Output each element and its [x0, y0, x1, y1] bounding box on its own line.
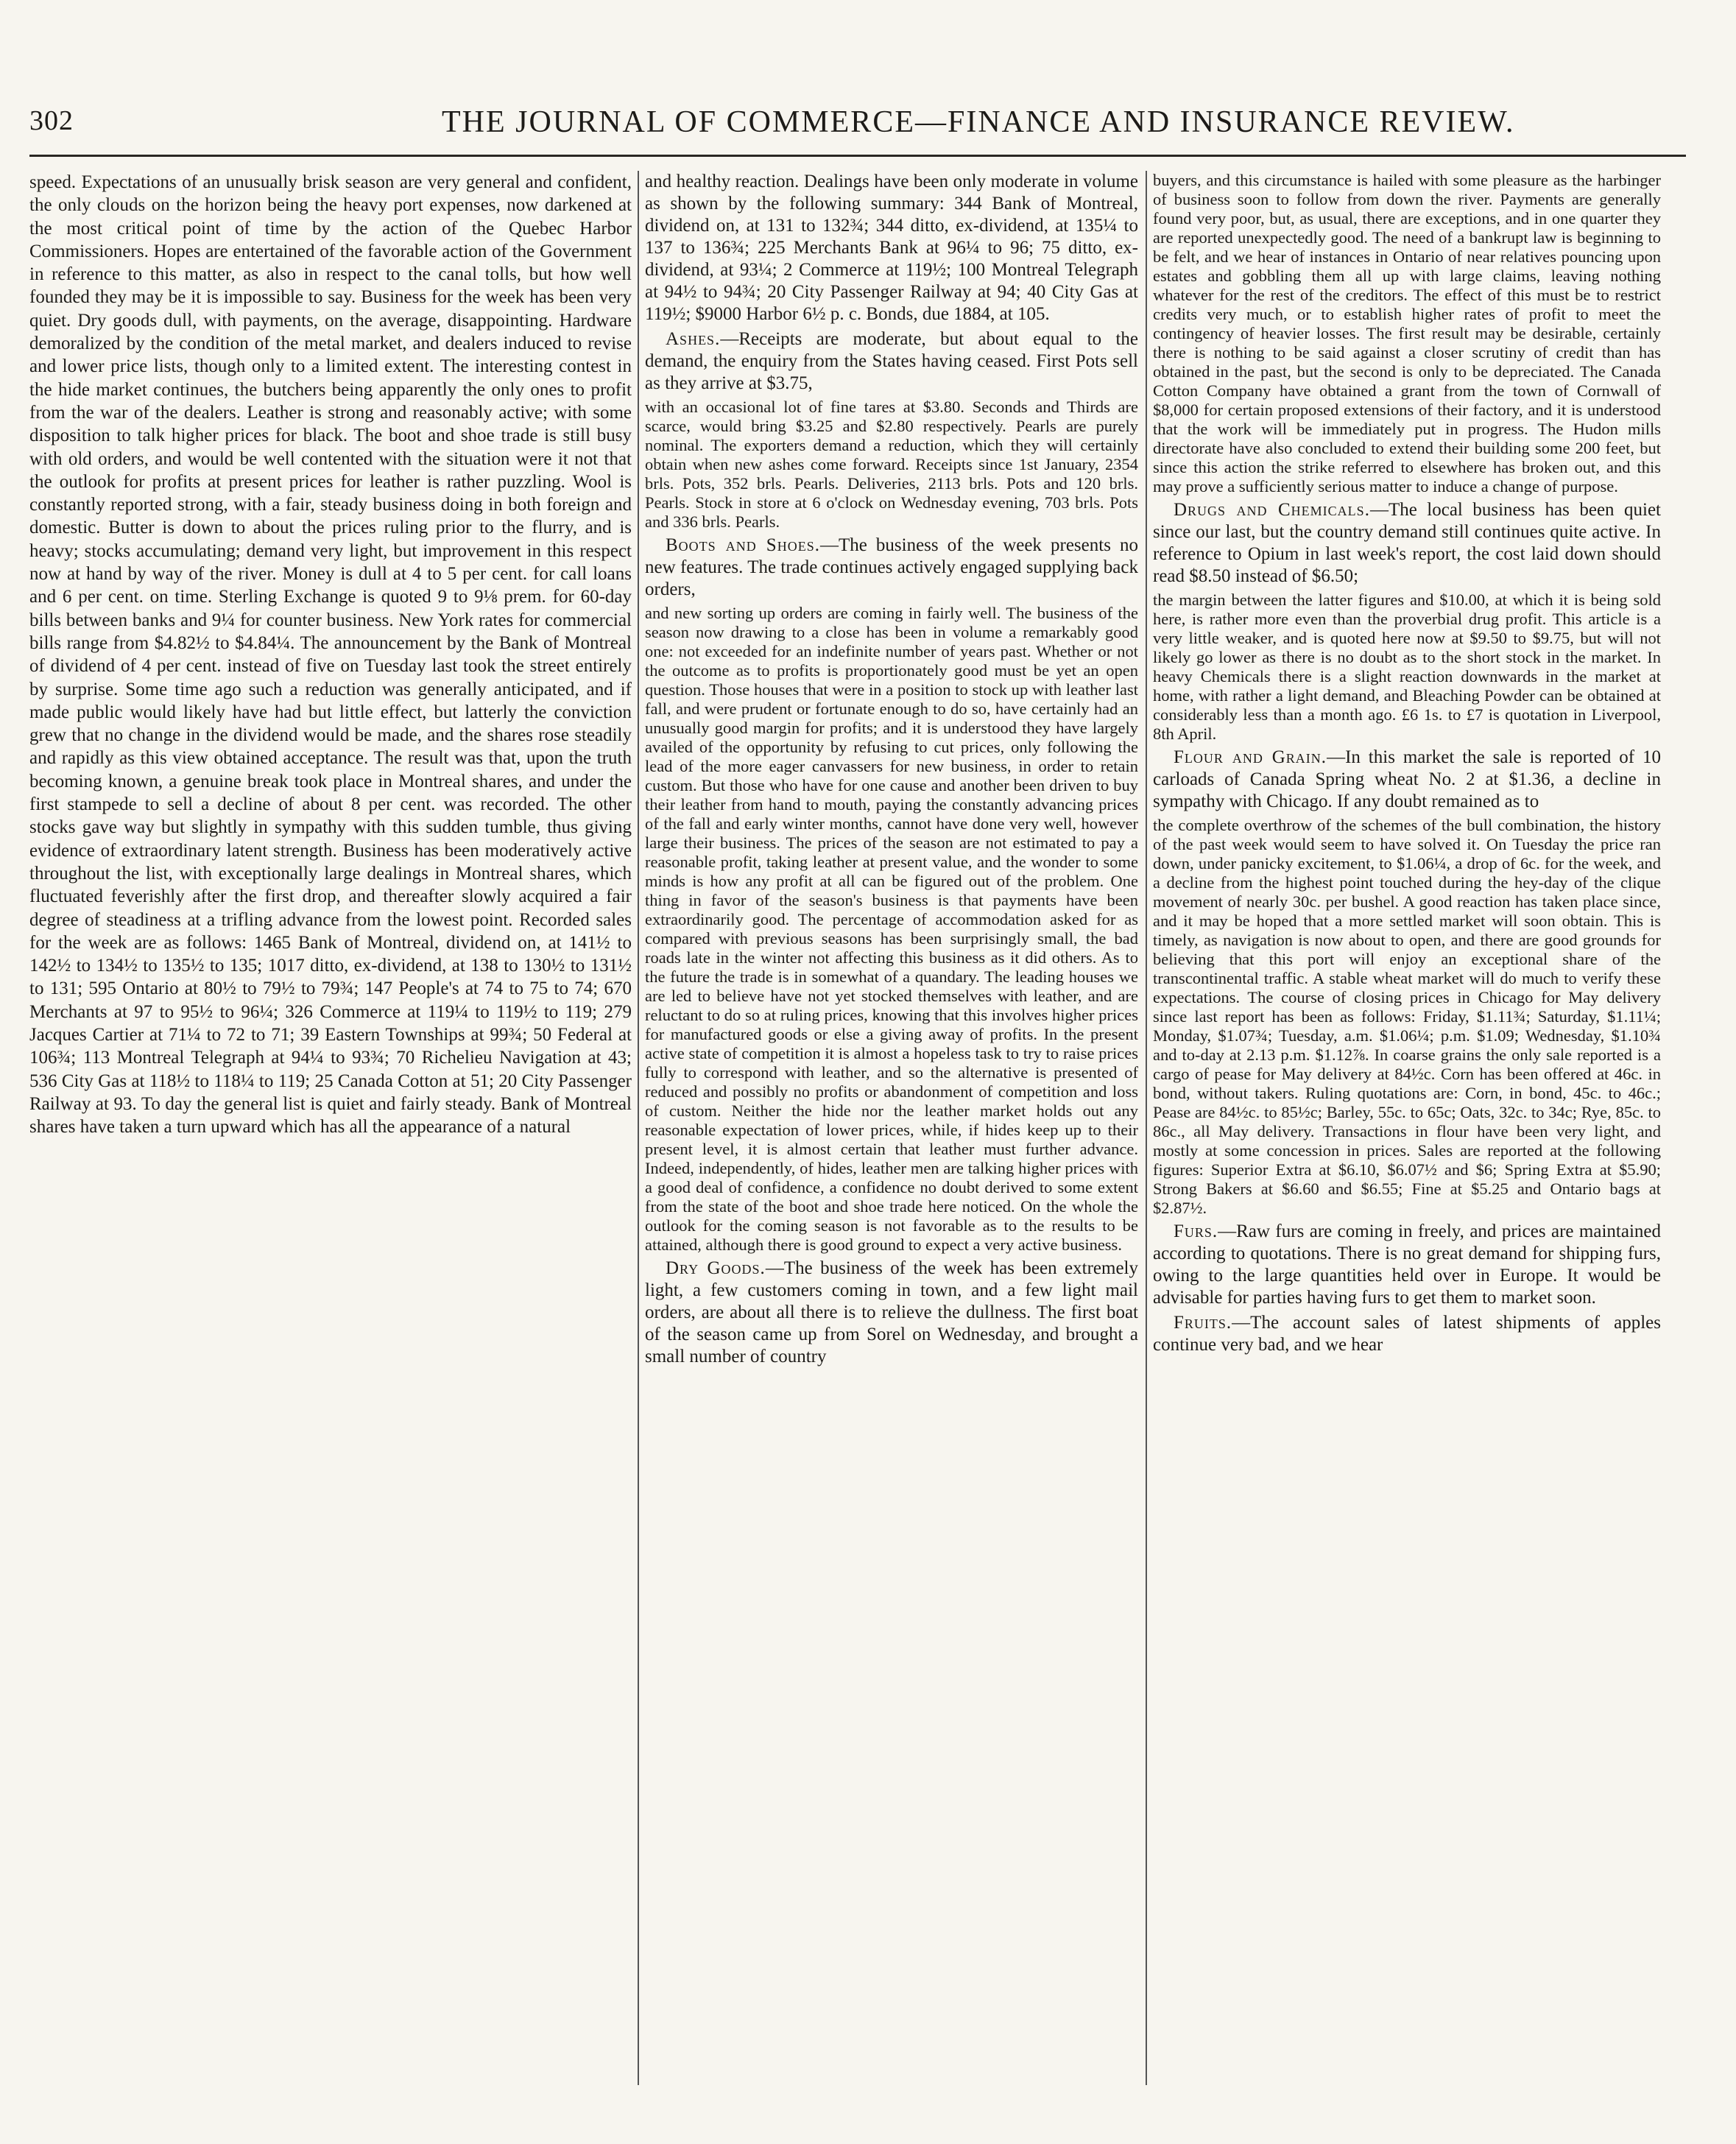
- flour-grain-text-continued: the complete overthrow of the schemes of the bull combination, the history of the past week would seem to have solved it. On Tuesday the price ran down, under panicky excitement, to $1.06¼, a drop of 6c. for the week, and a decline from the highest point touched during the hey-day of the clique movement of nearly 30c. per bushel. A good reaction has taken place since, and it may be hoped that a more settled market will soon obtain. This is timely, as navigation is now about to open, and there are good grounds for believing that this port will enjoy an exceptional share of the transcontinental traffic. A stable wheat market will do much to verify these expectations. The course of closing prices in Chicago for May delivery since last report has been as follows: Friday, $1.11¾; Saturday, $1.11¼; Monday, $1.07¾; Tuesday, a.m. $1.06¼; p.m. $1.09; Wednesday, $1.10¾ and to-day at 2.13 p.m. $1.12⅞. In coarse grains the only sale reported is a cargo of pease for May delivery at 84½c. Corn has been offered at 46c. in bond, without takers. Ruling quotations are: Corn, in bond, 45c. to 46c.; Pease are 84½c. to 85½c; Barley, 55c. to 65c; Oats, 32c. to 34c; Rye, 85c. to 86c., all May delivery. Transactions in flour have been very light, and mostly at some concession in prices. Sales are reported at the following figures: Superior Extra at $6.10, $6.07½ and $6; Spring Extra at $5.90; Strong Bakers at $6.60 and $6.55; Fine at $5.25 and Ontario bags at $2.87½.: [1153, 816, 1661, 1217]
- ashes-heading: Ashes.: [666, 329, 721, 349]
- journal-title: THE JOURNAL OF COMMERCE—FINANCE AND INSURANCE REVIEW.: [442, 105, 1515, 139]
- column-3: [1153, 171, 1661, 2107]
- drugs-text: —The local business has been quiet since our last, but the country demand still continues quite active. In reference to Opium in last week's report, the cost laid down should read $8.50 instead of $6.50;: [1153, 500, 1661, 586]
- furs-section: [1153, 1221, 1661, 1309]
- dry-goods-continued: buyers, and this circumstance is hailed with some pleasure as the harbinger of business soon to follow from down the river. Payments are generally found very poor, but, as usual, there are exceptions, and in one quarter they are reported unexpectedly good. The need of a bankrupt law is beginning to be felt, and we hear of instances in Ontario of near relatives pouncing upon estates and gobbling them all up with large claims, leaving nothing whatever for the rest of the creditors. The effect of this must be to restrict credits very much, or to establish higher rates of profit to meet the contingency of heavier losses. The first result may be desirable, certainly there is nothing to be said against a closer scrutiny of credit than has obtained in the past, but the second is only to be depreciated. The Canada Cotton Company have obtained a grant from the town of Cornwall of $8,000 for certain proposed extensions of their factory, and it is understood that the work will be immediately put in progress. The Hudon mills directorate have also concluded to extend their building some 200 feet, but since this action the strike referred to elsewhere has broken out, and this may prove a sufficiently serious matter to induce a change of purpose.: [1153, 171, 1661, 496]
- dry-goods-heading: Dry Goods.: [666, 1258, 766, 1278]
- dry-goods-text: —The business of the week has been extremely light, a few customers coming in town, and a few light mail orders, are about all there is to relieve the dullness. The first boat of the season came up from Sorel on Wednesday, and brought a small number of country: [645, 1258, 1138, 1367]
- fruits-text: —The account sales of latest shipments of apples continue very bad, and we hear: [1153, 1313, 1661, 1355]
- boots-shoes-section: [645, 535, 1138, 601]
- column-2: [645, 171, 1138, 2107]
- stock-sales-paragraph: and healthy reaction. Dealings have been only moderate in volume as shown by the following summary: 344 Bank of Montreal, dividend on, at 131 to 132¾; 344 ditto, ex-dividend, at 135¼ to 137 to 136¾; 225 Merchants Bank at 96¼ to 96; 75 ditto, ex-dividend, at 93¼; 2 Commerce at 119½; 100 Montreal Telegraph at 94½ to 94¾; 20 City Passenger Railway at 94; 40 City Gas at 119½; $9000 Harbor 6½ p. c. Bonds, due 1884, at 105.: [645, 172, 1138, 324]
- boots-shoes-text-continued: and new sorting up orders are coming in fairly well. The business of the season now drawing to a close has been in volume a remarkably good one: not exceeded for an indefinite number of years past. Whether or not the outcome as to profits is proportionately good must be yet an open question. Those houses that were in a position to stock up with leather last fall, and were prudent or fortunate enough to do so, have certainly had an unusually good margin for profits; and it is understood they have largely availed of the opportunity by refusing to cut prices, only following the lead of the more eager canvassers for new business, in order to retain custom. But those who have for one cause and another been driven to buy their leather from hand to mouth, paying the constantly advancing prices of the fall and early winter months, cannot have done very well, however large their business. The prices of the season are not estimated to pay a reasonable profit, taking leather at present value, and the wonder to some minds is how any profit at all can be figured out of the problem. One thing in favor of the season's business is that payments have been extraordinarily good. The percentage of accommodation asked for as compared with previous seasons has been surprisingly small, the bad roads late in the winter not affecting this business as it did others. As to the future the trade is in somewhat of a quandary. The leading houses we are led to believe have not yet stocked themselves with leather, and are reluctant to do so at ruling prices, knowing that this involves higher prices for manufactured goods or else a giving away of profits. In the present active state of competition it is almost a hopeless task to try to raise prices fully to correspond with leather, and so the alternative is presented of reduced and possibly no profits or abandonment of competition and loss of custom. Neither the hide nor the leather market holds out any reasonable expectation of lower prices, while, if hides keep up to their present level, it is almost certain that leather must further advance. Indeed, independently, of hides, leather men are talking higher prices with a good deal of confidence, a confidence no doubt derived to some extent from the state of the boot and shoe trade here noticed. On the whole the outlook for the coming season is not favorable as to the results to be attained, although there is good ground to expect a very active business.: [645, 604, 1138, 1254]
- fruits-heading: Fruits.: [1174, 1313, 1232, 1333]
- drugs-section: [1153, 499, 1661, 588]
- column-1: [29, 171, 632, 2107]
- drugs-heading: Drugs and Chemicals.: [1174, 500, 1370, 520]
- column-divider: [638, 171, 639, 2085]
- furs-text: —Raw furs are coming in freely, and prices are maintained according to quotations. There is no great demand for shipping furs, owing to the large quantities held over in Europe. It would be advisable for parties having furs to get them to market soon.: [1153, 1221, 1661, 1308]
- boots-shoes-heading: Boots and Shoes.: [666, 535, 820, 555]
- ashes-text: —Receipts are moderate, but about equal to the demand, the enquiry from the States having ceased. First Pots sell as they arrive at $3.75,: [645, 329, 1138, 393]
- boots-shoes-text: —The business of the week presents no new features. The trade continues actively engaged supplying back orders,: [645, 535, 1138, 599]
- drugs-text-continued: the margin between the latter figures and $10.00, at which it is being sold here, is rather more even than the proverbial drug profit. This article is a very little weaker, and is quoted here now at $9.50 to $9.75, but will not likely go lower as there is no doubt as to the short stock in the market. In heavy Chemicals there is a slight reaction downwards in the market at home, with rather a light demand, and Bleaching Powder can be obtained at considerably less than a month ago. £6 1s. to £7 is quotation in Liverpool, 8th April.: [1153, 590, 1661, 743]
- column-divider: [1146, 171, 1147, 2085]
- flour-grain-section: [1153, 747, 1661, 813]
- fruits-section: [1153, 1312, 1661, 1356]
- flour-grain-heading: Flour and Grain.: [1174, 747, 1327, 767]
- flour-grain-text: —In this market the sale is reported of 10 carloads of Canada Spring wheat No. 2 at $1.36, a decline in sympathy with Chicago. If any doubt remained as to: [1153, 747, 1661, 811]
- header-rule: [29, 155, 1686, 157]
- furs-heading: Furs.: [1174, 1221, 1218, 1241]
- page-header: [29, 105, 1701, 149]
- market-report-paragraph: speed. Expectations of an unusually brisk season are very general and confident, the only clouds on the horizon being the heavy port expenses, now darkened at the most critical point of time by the action of the Quebec Harbor Commissioners. Hopes are entertained of the favorable action of the Government in reference to this matter, as also in respect to the canal tolls, but how well founded they may be it is impossible to say. Business for the week has been very quiet. Dry goods dull, with payments, on the average, disappointing. Hardware demoralized by the condition of the metal market, and dealers induced to revise and lower price lists, though only to a limited extent. The interesting contest in the hide market continues, the butchers being apparently the only ones to profit from the war of the dealers. Leather is strong and reasonably active; with some disposition to talk higher prices for black. The boot and shoe trade is still busy with old orders, and would be well contented with the situation were it not that the outlook for profits at present prices for leather is rather puzzling. Wool is constantly reported strong, with a fair, steady business doing in both foreign and domestic. Butter is down to about the prices ruling prior to the flurry, and is heavy; stocks accumulating; demand very light, but improvement in this respect now at hand by way of the river. Money is dull at 4 to 5 per cent. for call loans and 6 per cent. on time. Sterling Exchange is quoted 9 to 9⅛ prem. for 60-day bills between banks and 9¼ for counter business. New York rates for commercial bills range from $4.82½ to $4.84¼. The announcement by the Bank of Montreal of dividend of 4 per cent. instead of five on Tuesday last took the street entirely by surprise. Some time ago such a reduction was generally anticipated, and if made public would likely have had but little effect, but latterly the conviction grew that no change in the dividend would be made, and the shares rose steadily and rapidly as this view obtained acceptance. The result was that, upon the truth becoming known, a genuine break took place in Montreal shares, and under the first stampede to sell a decline of about 8 per cent. was recorded. The other stocks gave way but slightly in sympathy with this sudden tumble, thus giving evidence of extraordinary latent strength. Business has been moderatively active throughout the list, with exceptionally large dealings in Montreal shares, which fluctuated feverishly after the first drop, and thereafter slowly acquired a fair degree of steadiness at a trifling advance from the lowest point. Recorded sales for the week are as follows: 1465 Bank of Montreal, dividend on, at 141½ to 142½ to 134½ to 135½ to 135; 1017 ditto, ex-dividend, at 138 to 130½ to 131½ to 131; 595 Ontario at 80½ to 79½ to 79¾; 147 People's at 74 to 75 to 74; 670 Merchants at 97 to 95½ to 96¼; 326 Commerce at 119¼ to 119½ to 119; 279 Jacques Cartier at 71¼ to 72 to 71; 39 Eastern Townships at 99¾; 50 Federal at 106¾; 113 Montreal Telegraph at 94¼ to 93¾; 70 Richelieu Navigation at 43; 536 City Gas at 118½ to 118¼ to 119; 25 Canada Cotton at 51; 20 City Passenger Railway at 93. To day the general list is quiet and fairly steady. Bank of Montreal shares have taken a turn upward which has all the appearance of a natural: [29, 172, 632, 1138]
- dry-goods-section: [645, 1258, 1138, 1368]
- ashes-text-continued: with an occasional lot of fine tares at $3.80. Seconds and Thirds are scarce, would bring $3.25 and $2.80 respectively. Pearls are purely nominal. The exporters demand a reduction, which they will certainly obtain when new ashes come forward. Receipts since 1st January, 2354 brls. Pots, 352 brls. Pearls. Deliveries, 2113 brls. Pots and 120 brls. Pearls. Stock in store at 6 o'clock on Wednesday evening, 703 brls. Pots and 336 brls. Pearls.: [645, 398, 1138, 531]
- page-number: 302: [29, 105, 74, 136]
- ashes-section: [645, 328, 1138, 395]
